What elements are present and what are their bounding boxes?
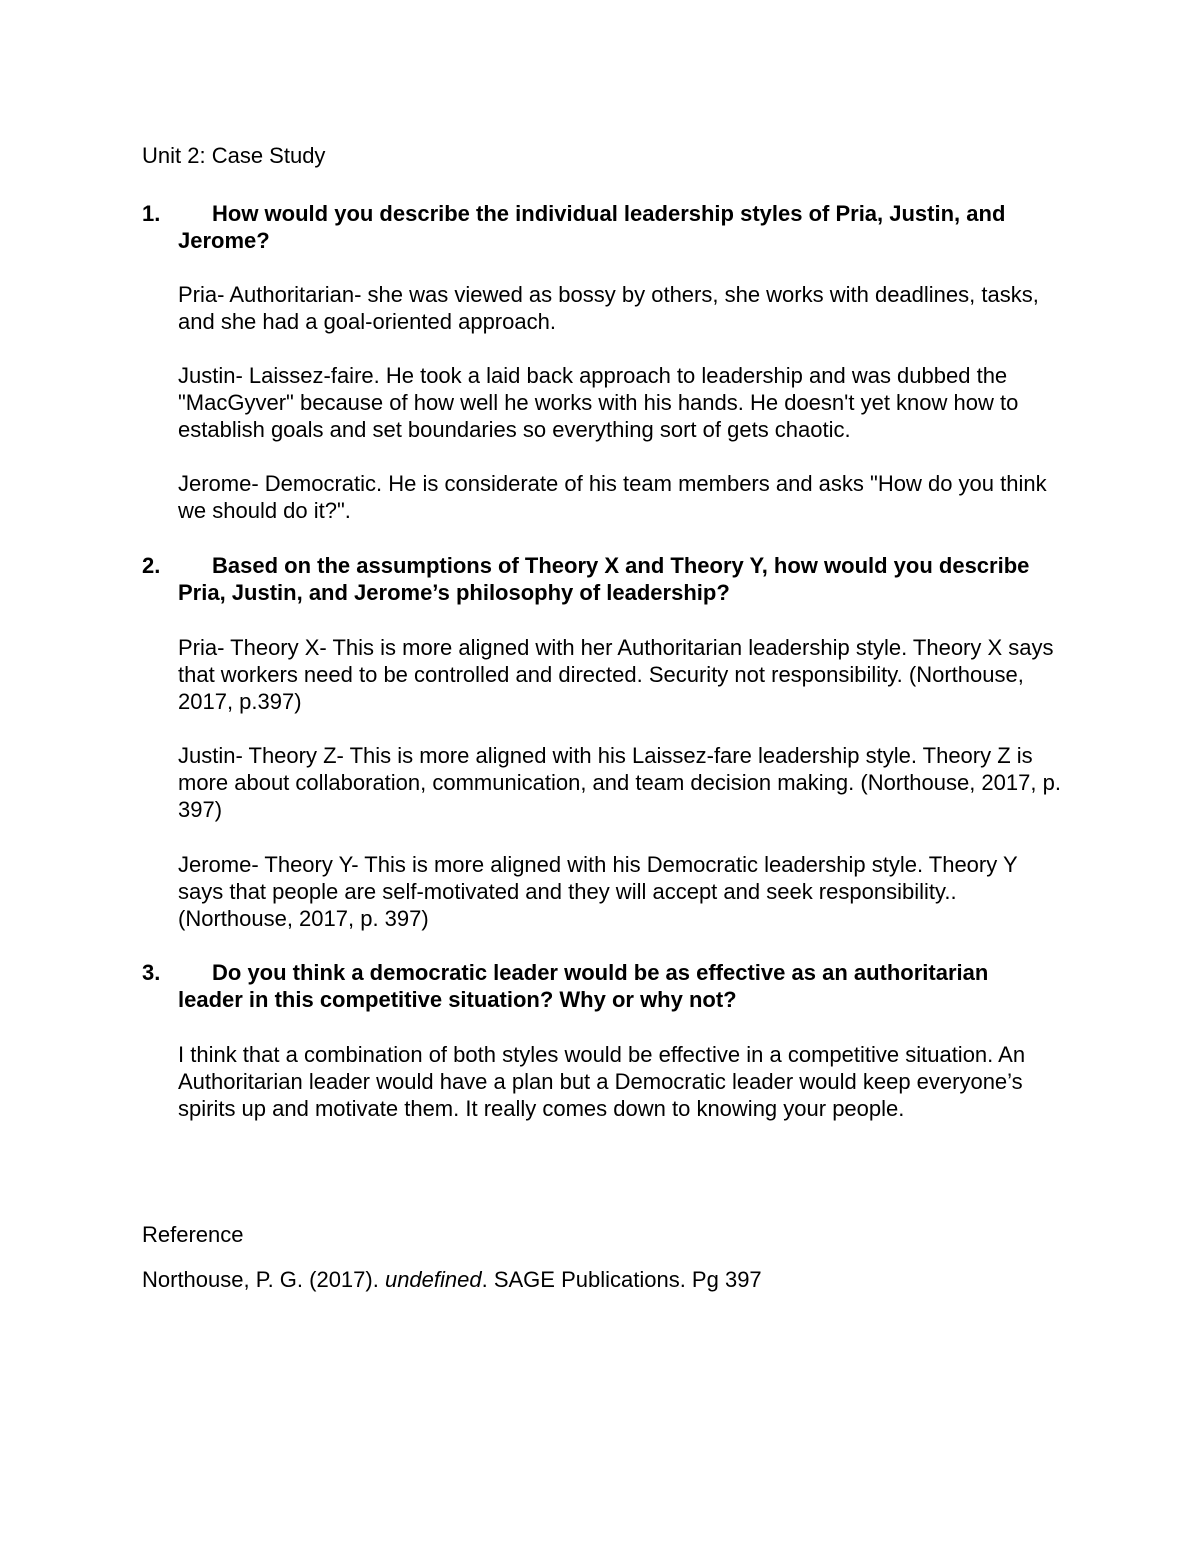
answer-paragraph: Jerome- Theory Y- This is more aligned with his Democratic leadership style. Theory Y says that people are self-motivated and they will accept and seek responsibility.. (Northouse, 2017, p. 397)	[178, 852, 1018, 931]
reference-entry	[142, 1266, 762, 1293]
question-number: 1.	[142, 201, 161, 226]
reference-heading: Reference	[142, 1222, 244, 1247]
answer-paragraph: Pria- Theory X- This is more aligned with her Authoritarian leadership style. Theory X says that workers need to be controlled and directed. Security not responsibility. (Northouse, 2017, p.397)	[178, 635, 1054, 714]
answer-paragraph: Justin- Theory Z- This is more aligned with his Laissez-fare leadership style. Theory Z is more about collaboration, communication, and team decision making. (Northouse, 2017, p. 397)	[178, 743, 1061, 822]
answer-paragraph: Pria- Authoritarian- she was viewed as bossy by others, she works with deadlines, tasks, and she had a goal-oriented approach.	[178, 282, 1039, 334]
answer-paragraph: Jerome- Democratic. He is considerate of his team members and asks "How do you think we should do it?".	[178, 471, 1047, 523]
reference-title: undefined	[384, 1267, 482, 1292]
question-number: 2.	[142, 553, 161, 578]
question-text: How would you describe the individual leadership styles of Pria, Justin, and Jerome?	[178, 201, 1006, 253]
answer-paragraph: I think that a combination of both styles would be effective in a competitive situation. An Authoritarian leader would have a plan but a Democratic leader would keep everyone’s spirits up and motivate them. It really comes down to knowing your people.	[178, 1042, 1026, 1121]
question-1	[142, 200, 1042, 254]
question-number: 3.	[142, 960, 161, 985]
question-text: Based on the assumptions of Theory X and Theory Y, how would you describe Pria, Justin, and Jerome’s philosophy of leadership?	[178, 553, 1030, 605]
document-title: Unit 2: Case Study	[142, 143, 326, 168]
question-3	[142, 959, 1042, 1013]
question-2	[142, 552, 1042, 606]
reference-publisher: . SAGE Publications. Pg 397	[481, 1267, 762, 1292]
reference-author-year: Northouse, P. G. (2017).	[142, 1267, 385, 1292]
question-text: Do you think a democratic leader would be as effective as an authoritarian leader in this competitive situation? Why or why not?	[178, 960, 989, 1012]
answer-paragraph: Justin- Laissez-faire. He took a laid back approach to leadership and was dubbed the "MacGyver" because of how well he works with his hands. He doesn't yet know how to establish goals and set boundaries so everything sort of gets chaotic.	[178, 363, 1019, 442]
